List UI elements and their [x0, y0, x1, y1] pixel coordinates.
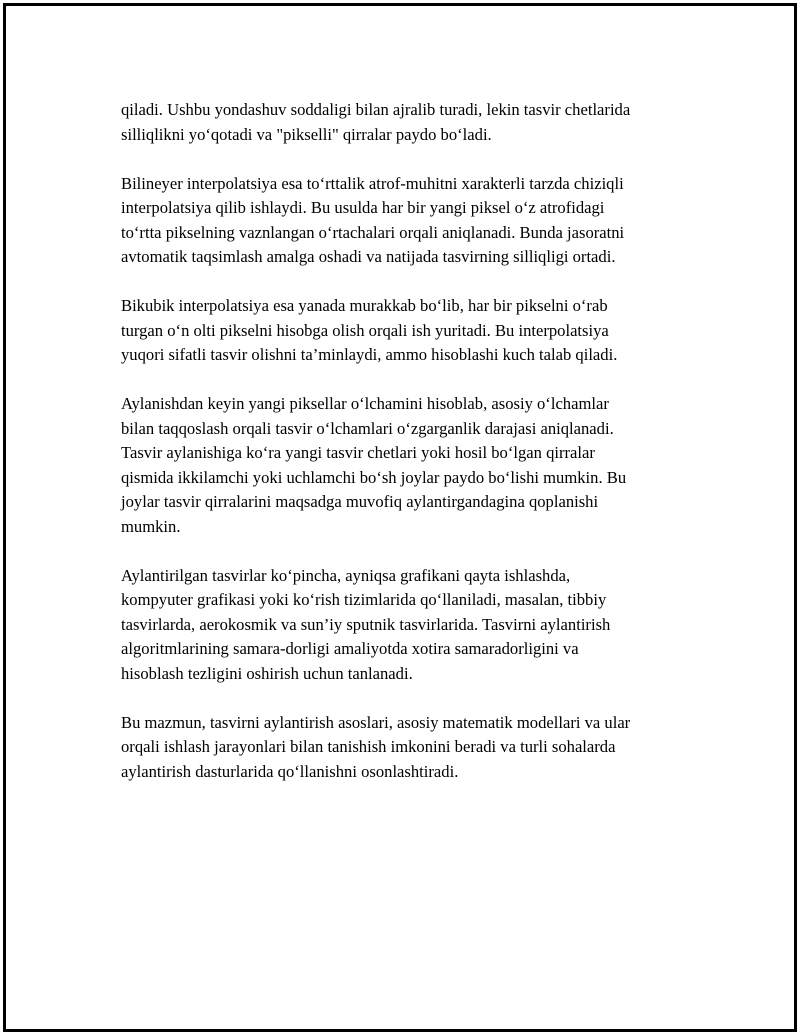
document-body [121, 98, 696, 809]
text-line: orqali ishlash jarayonlari bilan tanishish imkonini beradi va turli sohalarda [121, 737, 616, 756]
paragraph-5 [121, 564, 696, 687]
text-line: qiladi. Ushbu yondashuv soddaligi bilan ajralib turadi, lekin tasvir chetlarida [121, 100, 631, 119]
text-line: Aylanishdan keyin yangi piksellar o‘lchamini hisoblab, asosiy o‘lchamlar [121, 394, 609, 413]
text-line: kompyuter grafikasi yoki ko‘rish tizimlarida qo‘llaniladi, masalan, tibbiy [121, 590, 607, 609]
text-line: silliqlikni yo‘qotadi va "pikselli" qirralar paydo bo‘ladi. [121, 124, 492, 144]
page-border-frame [3, 3, 797, 1032]
text-line: yuqori sifatli tasvir olishni ta’minlaydi, ammo hisoblashi kuch talab qiladi. [121, 345, 618, 364]
paragraph-4 [121, 392, 696, 539]
paragraph-6 [121, 711, 696, 785]
text-line: tasvirlarda, aerokosmik va sun’iy sputnik tasvirlarida. Tasvirni aylantirish [121, 614, 611, 634]
paragraph-2 [121, 172, 696, 270]
text-line: Aylantirilgan tasvirlar ko‘pincha, ayniqsa grafikani qayta ishlashda, [121, 565, 571, 585]
text-line: turgan o‘n olti pikselni hisobga olish orqali ish yuritadi. Bu interpolatsiya [121, 320, 609, 340]
text-line: mumkin. [121, 516, 181, 536]
text-line: aylantirish dasturlarida qo‘llanishni osonlashtiradi. [121, 761, 459, 781]
text-line: bilan taqqoslash orqali tasvir o‘lchamlari o‘zgarganlik darajasi aniqlanadi. [121, 418, 614, 438]
text-line: Bilineyer interpolatsiya esa to‘rttalik atrof-muhitni xarakterli tarzda chiziqli [121, 173, 624, 193]
text-line: interpolatsiya qilib ishlaydi. Bu usulda har bir yangi piksel o‘z atrofidagi [121, 198, 605, 217]
text-line: hisoblash tezligini oshirish uchun tanlanadi. [121, 663, 413, 683]
paragraph-1 [121, 98, 696, 147]
text-line: to‘rtta pikselning vaznlangan o‘rtachalari orqali aniqlanadi. Bunda jasoratni [121, 222, 625, 242]
text-line: algoritmlarining samara-dorligi amaliyotda xotira samaradorligini va [121, 639, 579, 658]
text-line: joylar tasvir qirralarini maqsadga muvofiq aylantirgandagina qoplanishi [121, 492, 599, 511]
paragraph-3 [121, 294, 696, 368]
text-line: qismida ikkilamchi yoki uchlamchi bo‘sh joylar paydo bo‘lishi mumkin. Bu [121, 467, 627, 487]
text-line: Bu mazmun, tasvirni aylantirish asoslari, asosiy matematik modellari va ular [121, 712, 631, 732]
text-line: Bikubik interpolatsiya esa yanada murakkab bo‘lib, har bir pikselni o‘rab [121, 296, 608, 315]
text-line: avtomatik taqsimlash amalga oshadi va natijada tasvirning silliqligi ortadi. [121, 247, 616, 266]
text-line: Tasvir aylanishiga ko‘ra yangi tasvir chetlari yoki hosil bo‘lgan qirralar [121, 443, 595, 462]
